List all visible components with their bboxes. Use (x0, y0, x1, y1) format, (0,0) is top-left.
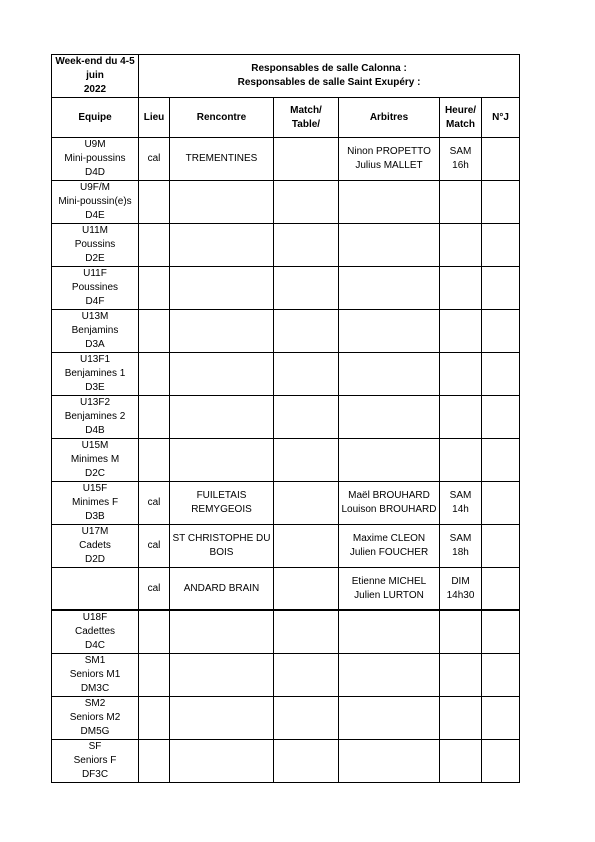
cell-equipe: U15M Minimes M D2C (52, 439, 139, 482)
col-match-table: Match/ Table/ (274, 98, 339, 138)
cell-table (274, 396, 339, 439)
col-lieu: Lieu (139, 98, 170, 138)
table-row (52, 610, 520, 654)
cell-equipe: U15F Minimes F D3B (52, 482, 139, 525)
cell-rencontre (170, 697, 274, 740)
table-row (52, 396, 520, 439)
cell-heure: SAM 14h (440, 482, 482, 525)
cell-heure (440, 740, 482, 783)
cell-lieu: cal (139, 568, 170, 611)
table-row (52, 181, 520, 224)
table-row (52, 740, 520, 783)
cell-arbitres (339, 439, 440, 482)
responsables-cell (139, 55, 520, 98)
cell-rencontre (170, 267, 274, 310)
cell-arbitres (339, 267, 440, 310)
cell-arbitres (339, 353, 440, 396)
cell-arbitres (339, 740, 440, 783)
cell-table (274, 267, 339, 310)
cell-arbitres (339, 654, 440, 697)
table-row (52, 697, 520, 740)
cell-lieu: cal (139, 482, 170, 525)
cell-lieu (139, 181, 170, 224)
cell-table (274, 181, 339, 224)
cell-arbitres: Etienne MICHEL Julien LURTON (339, 568, 440, 611)
cell-heure: DIM 14h30 (440, 568, 482, 611)
cell-equipe: U13F1 Benjamines 1 D3E (52, 353, 139, 396)
cell-nj (482, 482, 520, 525)
cell-rencontre: FUILETAIS REMYGEOIS (170, 482, 274, 525)
cell-equipe: U13F2 Benjamines 2 D4B (52, 396, 139, 439)
col-heure-match: Heure/ Match (440, 98, 482, 138)
cell-rencontre (170, 224, 274, 267)
cell-equipe (52, 568, 139, 611)
cell-equipe: SM2 Seniors M2 DM5G (52, 697, 139, 740)
cell-lieu (139, 740, 170, 783)
cell-lieu (139, 654, 170, 697)
cell-equipe: U17M Cadets D2D (52, 525, 139, 568)
cell-rencontre (170, 310, 274, 353)
cell-heure (440, 181, 482, 224)
cell-table (274, 654, 339, 697)
table-row (52, 267, 520, 310)
col-equipe: Equipe (52, 98, 139, 138)
cell-equipe: U9F/M Mini-poussin(e)s D4E (52, 181, 139, 224)
cell-arbitres (339, 181, 440, 224)
cell-lieu: cal (139, 525, 170, 568)
cell-nj (482, 224, 520, 267)
table-row (52, 439, 520, 482)
cell-table (274, 697, 339, 740)
cell-rencontre: TREMENTINES (170, 138, 274, 181)
cell-lieu (139, 439, 170, 482)
cell-arbitres: Ninon PROPETTO Julius MALLET (339, 138, 440, 181)
cell-equipe: U11M Poussins D2E (52, 224, 139, 267)
cell-nj (482, 353, 520, 396)
responsables-saint-exupery: Responsables de salle Saint Exupéry : (237, 77, 421, 88)
cell-table (274, 439, 339, 482)
col-nj: N°J (482, 98, 520, 138)
title-row (52, 55, 520, 98)
cell-lieu (139, 267, 170, 310)
cell-nj (482, 610, 520, 654)
cell-equipe: U11F Poussines D4F (52, 267, 139, 310)
cell-heure (440, 396, 482, 439)
cell-table (274, 138, 339, 181)
cell-arbitres (339, 396, 440, 439)
column-header-row (52, 98, 520, 138)
cell-heure (440, 267, 482, 310)
cell-arbitres (339, 224, 440, 267)
cell-heure (440, 439, 482, 482)
schedule-rows (52, 138, 520, 783)
cell-heure (440, 353, 482, 396)
cell-nj (482, 396, 520, 439)
cell-heure: SAM 16h (440, 138, 482, 181)
table-row (52, 353, 520, 396)
cell-nj (482, 267, 520, 310)
cell-rencontre (170, 654, 274, 697)
cell-rencontre: ANDARD BRAIN (170, 568, 274, 611)
cell-lieu (139, 224, 170, 267)
cell-arbitres: Maxime CLEON Julien FOUCHER (339, 525, 440, 568)
cell-lieu (139, 310, 170, 353)
cell-table (274, 568, 339, 611)
cell-table (274, 482, 339, 525)
cell-rencontre (170, 439, 274, 482)
table-row (52, 568, 520, 611)
cell-nj (482, 568, 520, 611)
table-row (52, 482, 520, 525)
cell-heure (440, 610, 482, 654)
cell-arbitres: Maël BROUHARD Louison BROUHARD (339, 482, 440, 525)
cell-heure (440, 224, 482, 267)
cell-nj (482, 138, 520, 181)
col-arbitres: Arbitres (339, 98, 440, 138)
cell-nj (482, 439, 520, 482)
cell-table (274, 224, 339, 267)
col-rencontre: Rencontre (170, 98, 274, 138)
cell-table (274, 610, 339, 654)
cell-nj (482, 310, 520, 353)
cell-equipe: U9M Mini-poussins D4D (52, 138, 139, 181)
cell-arbitres (339, 697, 440, 740)
cell-arbitres (339, 610, 440, 654)
cell-table (274, 310, 339, 353)
cell-lieu (139, 697, 170, 740)
cell-lieu (139, 610, 170, 654)
cell-arbitres (339, 310, 440, 353)
cell-nj (482, 740, 520, 783)
cell-lieu (139, 353, 170, 396)
table-row (52, 310, 520, 353)
cell-rencontre (170, 353, 274, 396)
cell-nj (482, 525, 520, 568)
cell-heure (440, 310, 482, 353)
cell-heure (440, 654, 482, 697)
table-row (52, 224, 520, 267)
cell-heure (440, 697, 482, 740)
cell-equipe: SM1 Seniors M1 DM3C (52, 654, 139, 697)
cell-table (274, 525, 339, 568)
cell-equipe: U13M Benjamins D3A (52, 310, 139, 353)
cell-equipe: SF Seniors F DF3C (52, 740, 139, 783)
cell-equipe: U18F Cadettes D4C (52, 610, 139, 654)
table-row (52, 525, 520, 568)
responsables-calonna: Responsables de salle Calonna : (251, 63, 407, 74)
cell-rencontre: ST CHRISTOPHE DU BOIS (170, 525, 274, 568)
cell-nj (482, 697, 520, 740)
cell-rencontre (170, 740, 274, 783)
cell-rencontre (170, 181, 274, 224)
cell-nj (482, 181, 520, 224)
cell-rencontre (170, 396, 274, 439)
schedule-table (51, 54, 520, 783)
cell-table (274, 353, 339, 396)
cell-table (274, 740, 339, 783)
cell-nj (482, 654, 520, 697)
table-row (52, 138, 520, 181)
cell-heure: SAM 18h (440, 525, 482, 568)
cell-lieu (139, 396, 170, 439)
weekend-title: Week-end du 4-5 juin 2022 (52, 55, 139, 98)
cell-rencontre (170, 610, 274, 654)
table-row (52, 654, 520, 697)
cell-lieu: cal (139, 138, 170, 181)
